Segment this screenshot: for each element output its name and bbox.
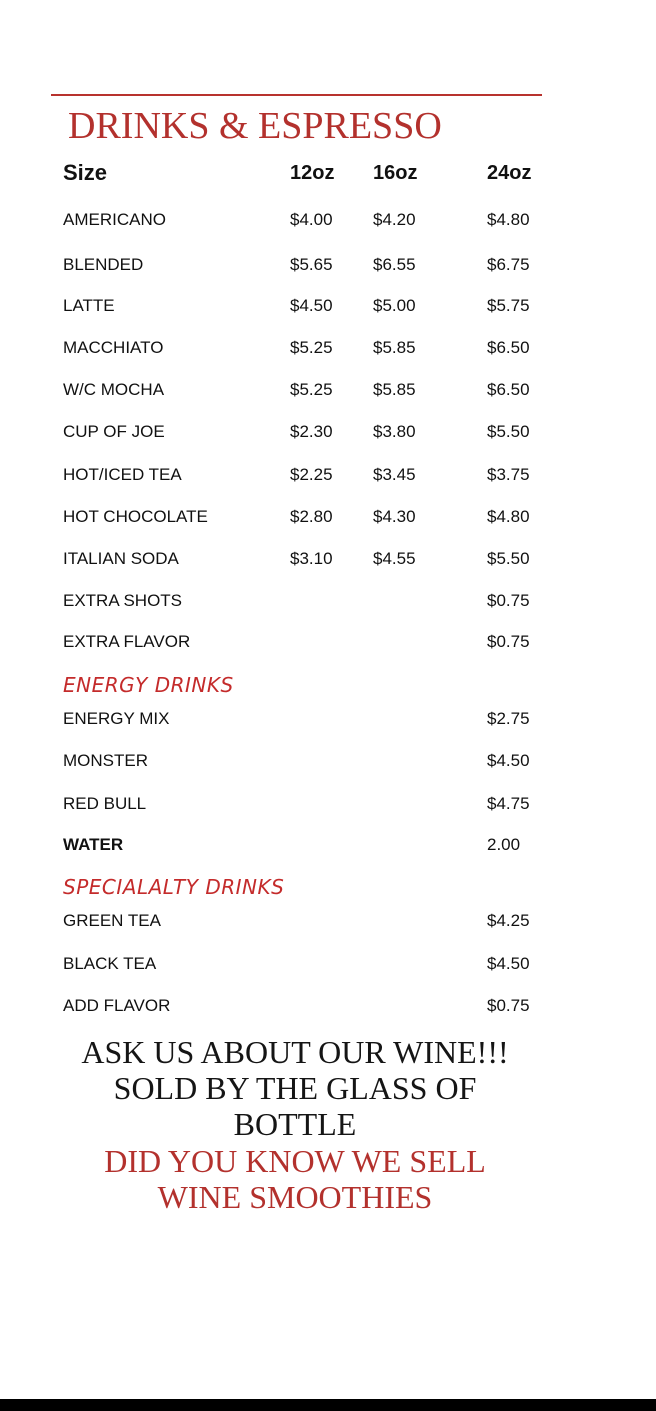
menu-row-hot-chocolate xyxy=(0,505,656,529)
menu-row-latte xyxy=(0,294,656,318)
item-name: RED BULL xyxy=(63,794,147,813)
menu-row-wc-mocha xyxy=(0,378,656,402)
price-24oz: $4.80 xyxy=(487,507,530,526)
size-12oz-header: 12oz xyxy=(290,162,335,184)
item-price: $4.50 xyxy=(487,751,530,770)
menu-row-red-bull xyxy=(0,792,656,816)
item-name: CUP OF JOE xyxy=(63,422,165,441)
item-name: WATER xyxy=(63,835,124,854)
menu-row-green-tea xyxy=(0,909,656,933)
item-name: HOT/ICED TEA xyxy=(63,465,182,484)
item-price: $0.75 xyxy=(487,996,530,1015)
item-price: $4.25 xyxy=(487,911,530,930)
wine-notice-line: ASK US ABOUT OUR WINE!!! xyxy=(81,1034,509,1070)
promo-line: DID YOU KNOW WE SELL xyxy=(104,1143,486,1179)
price-16oz: $5.85 xyxy=(373,338,416,357)
wine-notice-line: SOLD BY THE GLASS OF xyxy=(113,1070,477,1106)
price-12oz: $4.50 xyxy=(290,296,333,315)
item-price: $4.75 xyxy=(487,794,530,813)
energy-drinks-heading: ENERGY DRINKS xyxy=(63,673,234,697)
size-header: Size xyxy=(63,160,108,185)
title-divider xyxy=(51,94,542,96)
promo-line: WINE SMOOTHIES xyxy=(157,1179,433,1215)
price-24oz: $5.50 xyxy=(487,549,530,568)
item-name: ADD FLAVOR xyxy=(63,996,171,1015)
menu-row-extra-flavor xyxy=(0,630,656,654)
price-12oz: $2.80 xyxy=(290,507,333,526)
item-price: $2.75 xyxy=(487,709,530,728)
price-12oz: $3.10 xyxy=(290,549,333,568)
price-12oz: $5.25 xyxy=(290,380,333,399)
price-16oz: $6.55 xyxy=(373,255,416,274)
price-24oz: $0.75 xyxy=(487,632,530,651)
price-16oz: $4.55 xyxy=(373,549,416,568)
menu-title: DRINKS & ESPRESSO xyxy=(68,105,442,147)
wine-notice-line: BOTTLE xyxy=(233,1106,357,1142)
menu-row-cup-of-joe xyxy=(0,420,656,444)
menu-row-italian-soda xyxy=(0,547,656,571)
price-12oz: $5.25 xyxy=(290,338,333,357)
item-name: MONSTER xyxy=(63,751,148,770)
wine-notice xyxy=(30,1034,560,1142)
price-16oz: $4.30 xyxy=(373,507,416,526)
item-name: ENERGY MIX xyxy=(63,709,170,728)
item-name: HOT CHOCOLATE xyxy=(63,507,208,526)
item-name: ITALIAN SODA xyxy=(63,549,179,568)
price-24oz: $6.50 xyxy=(487,380,530,399)
item-name: AMERICANO xyxy=(63,210,166,229)
bottom-bar xyxy=(0,1399,656,1411)
item-name: W/C MOCHA xyxy=(63,380,165,399)
item-name: BLACK TEA xyxy=(63,954,157,973)
menu-row-add-flavor xyxy=(0,994,656,1018)
price-12oz: $5.65 xyxy=(290,255,333,274)
menu-row-hot-iced-tea xyxy=(0,463,656,487)
price-16oz: $5.85 xyxy=(373,380,416,399)
item-price: $4.50 xyxy=(487,954,530,973)
specialty-drinks-heading: SPECIALALTY DRINKS xyxy=(63,875,285,899)
price-24oz: $4.80 xyxy=(487,210,530,229)
item-name: GREEN TEA xyxy=(63,911,161,930)
price-12oz: $2.30 xyxy=(290,422,333,441)
price-16oz: $5.00 xyxy=(373,296,416,315)
price-16oz: $4.20 xyxy=(373,210,416,229)
item-name: LATTE xyxy=(63,296,115,315)
item-name: MACCHIATO xyxy=(63,338,164,357)
price-16oz: $3.80 xyxy=(373,422,416,441)
menu-row-monster xyxy=(0,749,656,773)
price-12oz: $4.00 xyxy=(290,210,333,229)
menu-row-blended xyxy=(0,253,656,277)
size-24oz-header: 24oz xyxy=(487,162,532,184)
menu-row-americano xyxy=(0,208,656,232)
item-name: EXTRA SHOTS xyxy=(63,591,183,610)
item-price: 2.00 xyxy=(487,835,521,854)
size-header-row xyxy=(0,161,656,185)
price-24oz: $3.75 xyxy=(487,465,530,484)
price-24oz: $5.75 xyxy=(487,296,530,315)
price-24oz: $6.75 xyxy=(487,255,530,274)
wine-smoothie-promo xyxy=(30,1143,560,1215)
price-24oz: $5.50 xyxy=(487,422,530,441)
menu-row-macchiato xyxy=(0,336,656,360)
size-16oz-header: 16oz xyxy=(373,162,418,184)
item-name: BLENDED xyxy=(63,255,144,274)
menu-row-energy-mix xyxy=(0,707,656,731)
price-24oz: $0.75 xyxy=(487,591,530,610)
price-12oz: $2.25 xyxy=(290,465,333,484)
menu-row-water xyxy=(0,833,656,857)
price-24oz: $6.50 xyxy=(487,338,530,357)
menu-row-black-tea xyxy=(0,952,656,976)
price-16oz: $3.45 xyxy=(373,465,416,484)
item-name: EXTRA FLAVOR xyxy=(63,632,191,651)
menu-row-extra-shots xyxy=(0,589,656,613)
